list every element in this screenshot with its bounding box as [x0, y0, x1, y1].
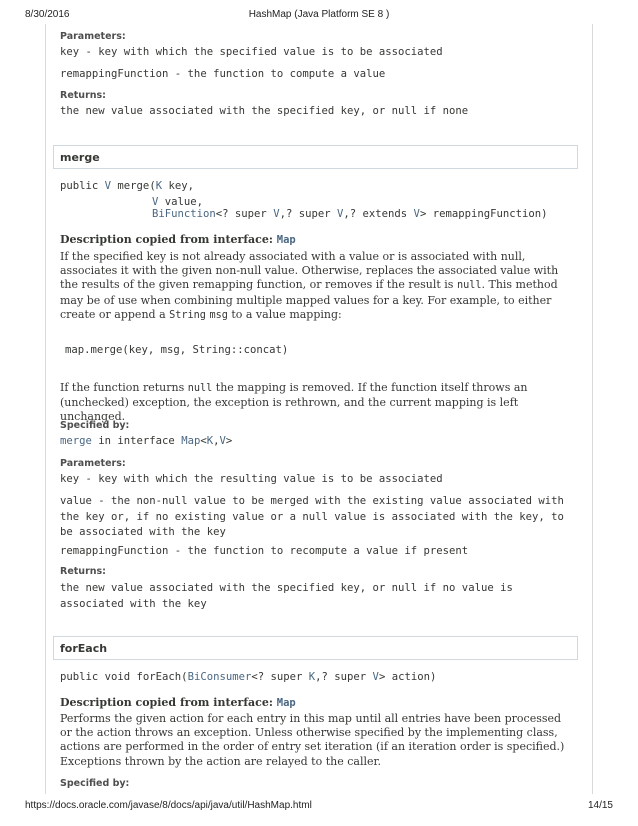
returns-text: the new value associated with the specified key, or null if no value is associated with the key [60, 582, 513, 610]
type-link-V[interactable]: V [336, 208, 344, 220]
desc-prefix: Description copied from interface: [60, 233, 277, 246]
left-rule [45, 24, 46, 794]
type-link-V[interactable]: V [413, 208, 420, 220]
spec-text: > [225, 435, 233, 447]
print-footer [0, 800, 638, 814]
type-link-bifunction[interactable]: BiFunction [152, 208, 216, 220]
sig-text: ,? super [315, 671, 373, 683]
foreach-description: Performs the given action for each entry in this map until all entries have been processed or the action throws an exception. Unless otherwise specified by the implementing class, actions are performed in the order of entry set iteration (if an iteration order is specified.) Exceptions thrown by the action are relayed to the caller. [60, 712, 565, 768]
desc-prefix: Description copied from interface: [60, 696, 277, 709]
print-title: HashMap (Java Platform SE 8 ) [248, 9, 390, 20]
param-key: key - key with which the specified value is to be associated [60, 46, 443, 58]
merge-signature-line1 [60, 180, 194, 192]
specified-by-label: Specified by: [60, 778, 130, 789]
type-link-V[interactable]: V [219, 435, 226, 447]
returns-label: Returns: [60, 566, 106, 577]
foreach-signature [60, 671, 436, 683]
method-link-merge[interactable]: merge [60, 435, 92, 447]
specified-by-value [60, 435, 232, 447]
specified-by-label: Specified by: [60, 420, 130, 431]
print-date: 8/30/2016 [25, 9, 70, 20]
parameters-label: Parameters: [60, 458, 126, 469]
code-null: null [456, 280, 482, 292]
code-null: null [187, 383, 213, 394]
desc-text: to a value mapping: [227, 307, 342, 321]
interface-link-map[interactable]: Map [276, 234, 296, 246]
returns-label: Returns: [60, 90, 106, 101]
method-title: merge [60, 151, 100, 164]
type-link-K[interactable]: K [206, 435, 214, 447]
returns-text: the new value associated with the specified key, or null if none [60, 105, 469, 117]
spec-text: in interface [91, 435, 182, 447]
merge-signature-line2 [152, 196, 203, 208]
param-value: value - the non-null value to be merged with the existing value associated with the key or, if no existing value or a null value is associated with the key, to be associated with the key [60, 495, 564, 538]
type-link-V[interactable]: V [372, 671, 379, 683]
desc-copied-heading [60, 233, 296, 246]
desc-text: If the specified key is not already associated with a value or is associated with null, associates it with the given non-null value. Otherwise, replaces the associated value with the results of the given remapping function, or removes if the result is [60, 250, 559, 292]
interface-link-map[interactable]: Map [276, 697, 296, 709]
merge-signature-line3 [152, 208, 548, 220]
param-key: key - key with which the resulting value is to be associated [60, 473, 443, 485]
sig-text: key, [162, 180, 194, 192]
spec-text: , [213, 435, 220, 447]
sig-text: <? super [251, 671, 309, 683]
param-remapping-function: remappingFunction - the function to recompute a value if present [60, 545, 469, 557]
desc-copied-heading [60, 696, 296, 709]
interface-link-map[interactable]: Map [181, 435, 201, 447]
method-heading-foreach [53, 636, 578, 660]
type-link-biconsumer[interactable]: BiConsumer [187, 671, 252, 683]
type-link-K[interactable]: K [155, 180, 163, 192]
parameters-label: Parameters: [60, 31, 126, 42]
method-title: forEach [60, 642, 108, 655]
merge-description [60, 250, 572, 323]
code-msg: msg [209, 309, 228, 321]
param-remapping-function: remappingFunction - the function to compute a value [60, 68, 386, 80]
type-link-V[interactable]: V [152, 196, 159, 208]
method-heading-merge [53, 145, 578, 169]
sig-text: value, [158, 196, 204, 208]
code-string: String [169, 309, 206, 321]
desc-text: If the function returns [60, 381, 188, 394]
sig-text: public [60, 180, 105, 192]
sig-text: ,? extends [343, 208, 414, 220]
right-rule [592, 24, 593, 794]
desc-text: the mapping is removed. If the function itself throws an (unchecked) exception, the exception is rethrown, and the current mapping is left unchanged. [60, 381, 528, 424]
desc-text: . This method may be of use when combining multiple mapped values for a key. For example, to either create or append a [60, 278, 558, 321]
type-link-K[interactable]: K [308, 671, 316, 683]
merge-description-2 [60, 381, 572, 425]
sig-text: > remappingFunction) [419, 208, 548, 220]
type-link-V[interactable]: V [273, 208, 280, 220]
spec-text: < [200, 435, 207, 447]
type-link-V[interactable]: V [104, 180, 112, 192]
code-example: map.merge(key, msg, String::concat) [65, 344, 289, 356]
page-number: 14/15 [587, 800, 613, 811]
page-url: https://docs.oracle.com/javase/8/docs/api/java/util/HashMap.html [25, 800, 312, 811]
sig-text: <? super [215, 208, 274, 220]
sig-text: ,? super [279, 208, 337, 220]
print-header [0, 9, 638, 23]
sig-text: merge( [111, 180, 156, 192]
sig-text: > action) [378, 671, 437, 683]
sig-text: public void forEach( [60, 671, 188, 683]
